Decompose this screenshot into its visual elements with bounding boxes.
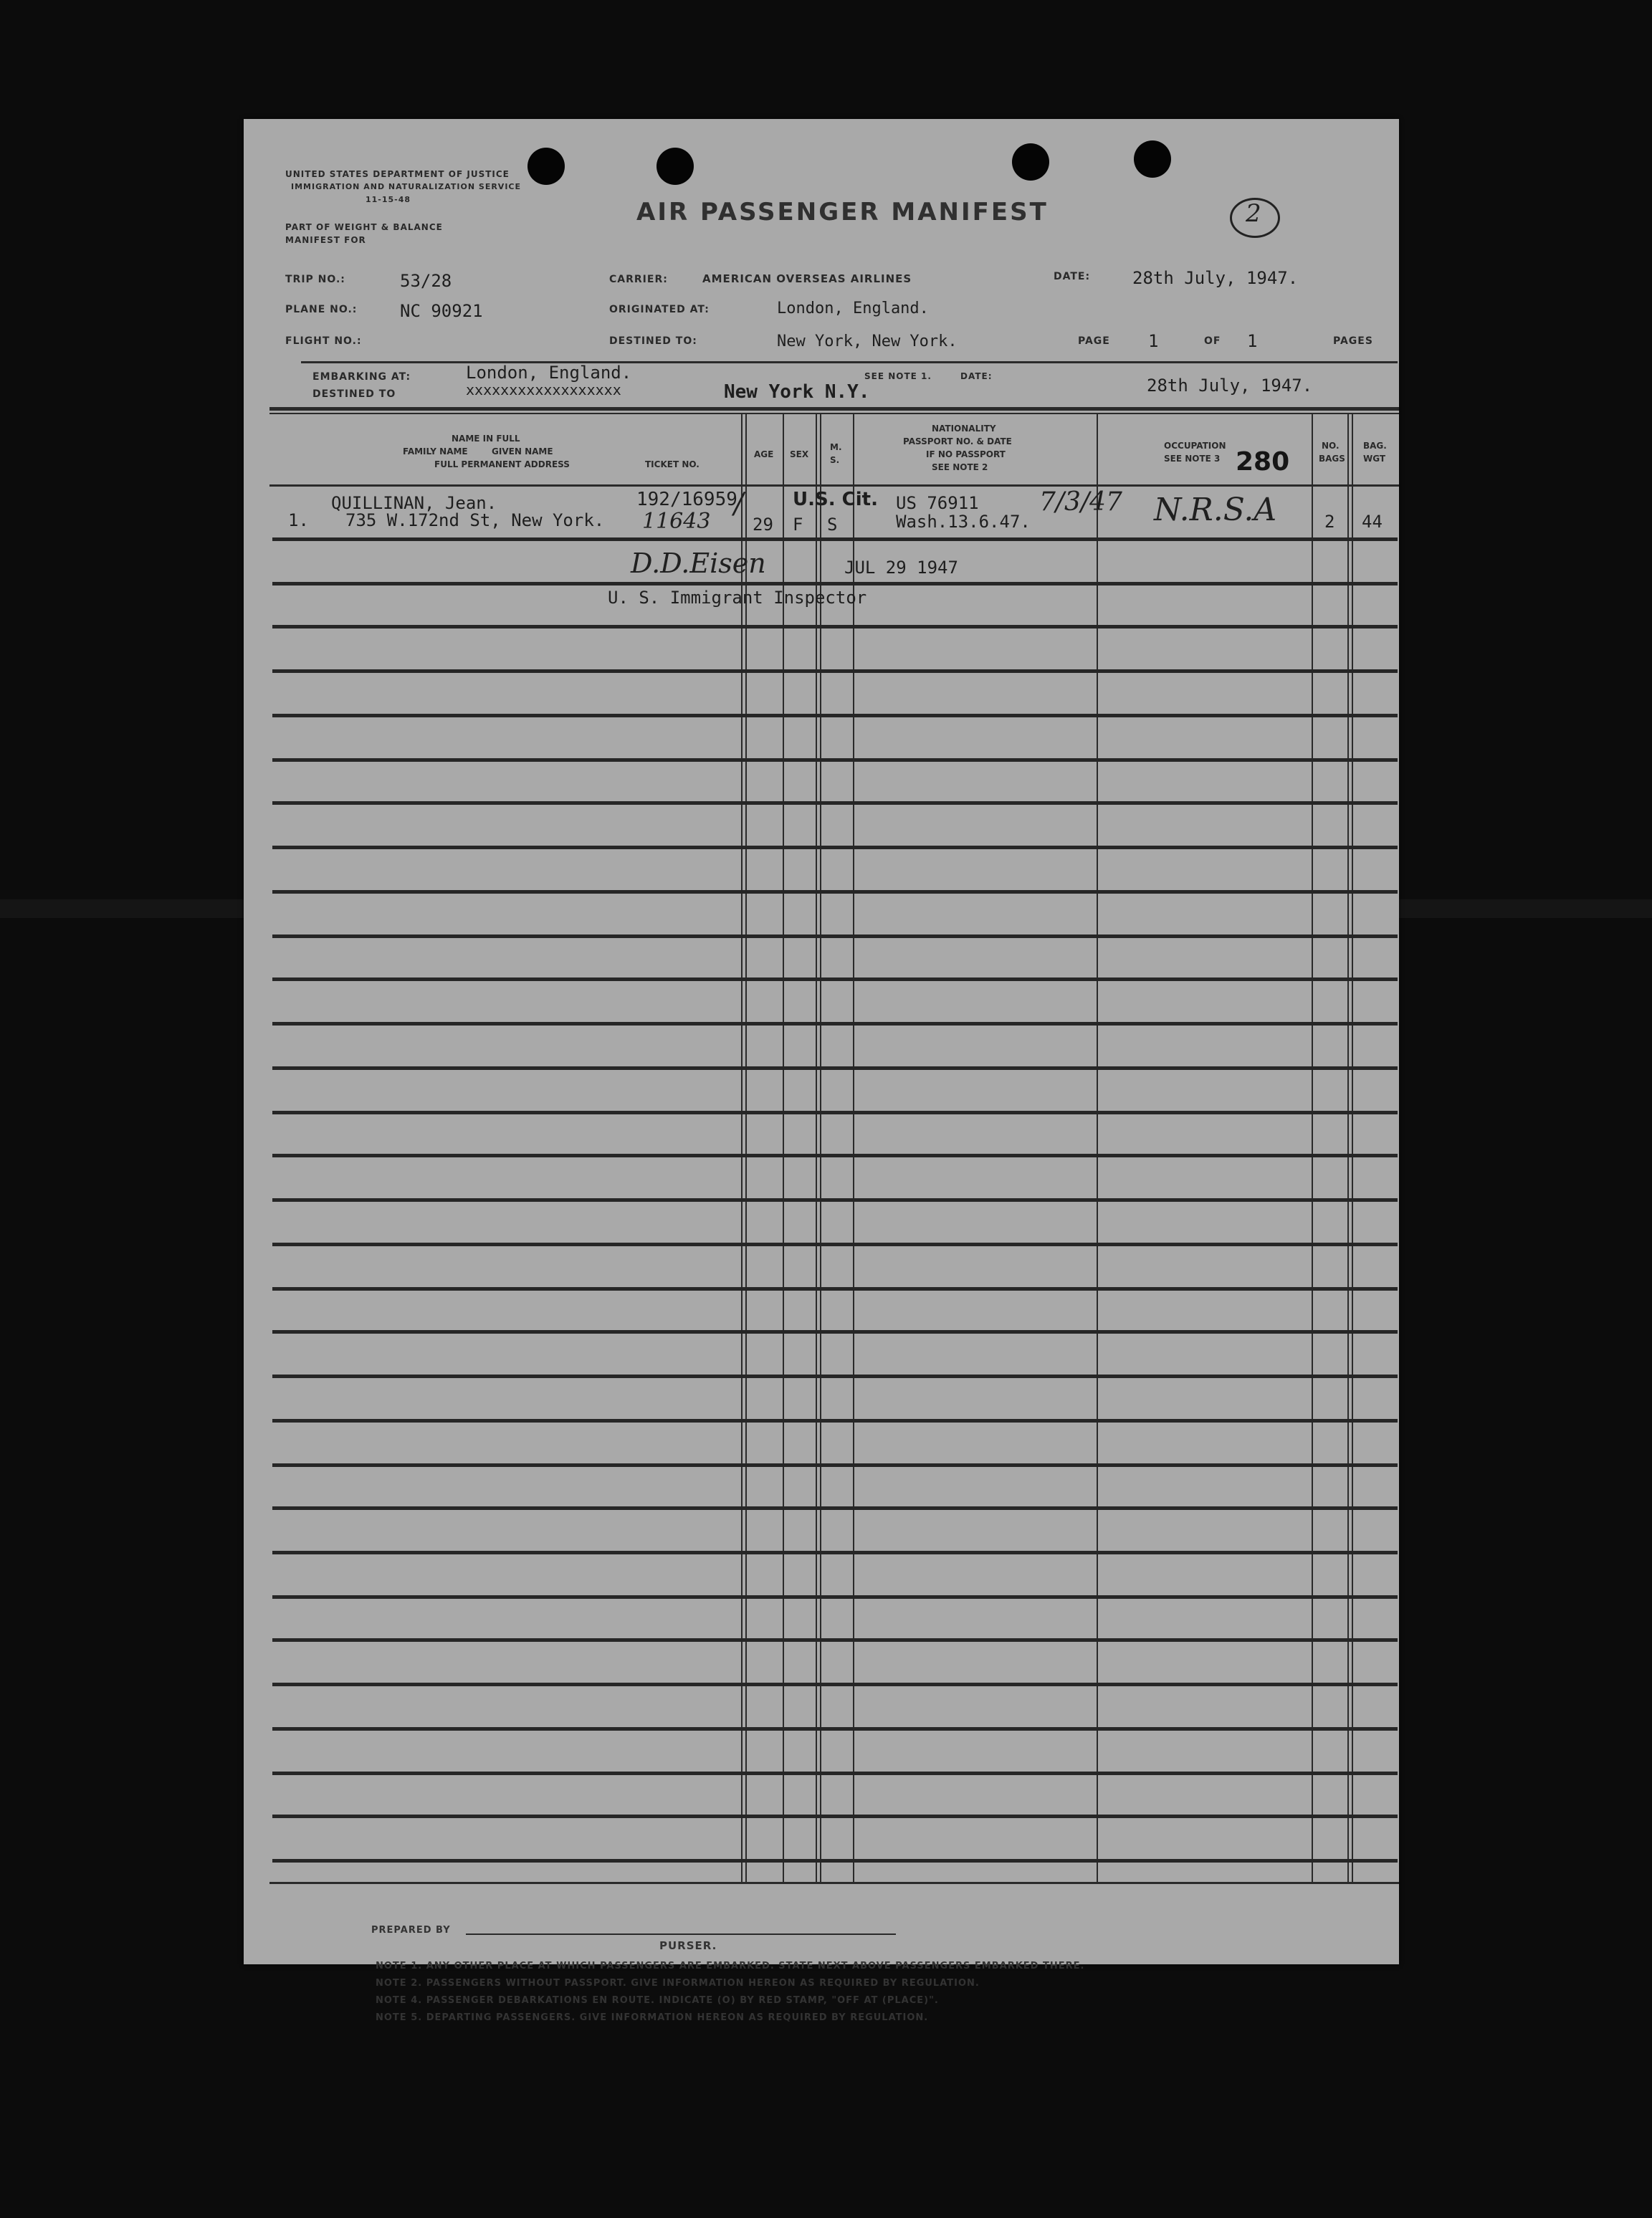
prepared-by-line [466,1933,896,1935]
passenger-citizenship: U.S. Cit. [793,489,878,510]
passenger-age: 29 [753,515,773,535]
row-rule [272,1506,1398,1510]
row-rule [272,934,1398,938]
col-bags-2: BAGS [1319,454,1345,464]
punch-hole [656,148,694,185]
row-rule [272,1154,1398,1157]
inspection-stamp-date: JUL 29 1947 [844,558,958,578]
row-rule [272,801,1398,805]
date-value: 28th July, 1947. [1132,268,1299,288]
originated-label: ORIGINATED AT: [609,304,710,315]
col-nationality-1: NATIONALITY [932,424,996,434]
col-name-line1: NAME IN FULL [452,434,520,444]
col-divider [820,413,821,1883]
row-rule [272,1375,1398,1378]
row-rule [272,1463,1398,1467]
punch-hole [1134,140,1171,178]
passenger-name: QUILLINAN, Jean. [331,493,497,513]
row-rule [272,1243,1398,1246]
row-rule [272,977,1398,981]
of-label: OF [1204,335,1221,347]
carrier-value: AMERICAN OVERSEAS AIRLINES [702,272,912,285]
page-title: AIR PASSENGER MANIFEST [636,198,1049,226]
col-ticket: TICKET NO. [645,459,700,469]
passenger-weight: 44 [1362,512,1383,532]
row-rule [272,890,1398,894]
table-top-rule-2 [269,413,1399,414]
destined-label: DESTINED TO: [609,335,697,347]
passenger-address: 735 W.172nd St, New York. [345,510,605,530]
note-5: NOTE 5. DEPARTING PASSENGERS. GIVE INFORMATION HEREON AS REQUIRED BY REGULATION. [376,2012,929,2023]
occupation-stamp: 280 [1236,447,1290,477]
row-rule [272,1198,1398,1202]
col-weight-2: WGT [1363,454,1386,464]
page-value: 1 [1148,331,1159,351]
punch-hole [1012,143,1049,181]
weight-balance-line-1: PART OF WEIGHT & BALANCE [285,222,443,232]
col-nationality-3: IF NO PASSPORT [926,449,1006,459]
note-4: NOTE 4. PASSENGER DEBARKATIONS EN ROUTE. INDICATE (O) BY RED STAMP, "OFF AT (PLACE)". [376,1995,939,2006]
passenger-passport: US 76911 [896,493,979,513]
row-rule [272,1330,1398,1334]
col-divider [853,413,854,1883]
header-bottom-rule [269,484,1399,487]
ticket-slash-mark: / [734,487,744,520]
purser-label: PURSER. [659,1939,717,1952]
originated-value: London, England. [777,300,929,317]
col-divider [1097,413,1098,1883]
manifest-sheet [244,119,1399,2023]
inspector-signature: D.D.Eisen [631,548,766,579]
row-rule [272,1419,1398,1423]
inspector-title: U. S. Immigrant Inspector [608,588,867,608]
row-rule [272,669,1398,673]
of-value: 1 [1247,331,1258,351]
col-nationality-4: SEE NOTE 2 [932,462,988,472]
row-rule [272,625,1398,628]
col-nationality-2: PASSPORT NO. & DATE [903,436,1012,446]
col-occupation-1: OCCUPATION [1164,441,1226,451]
col-weight-1: BAG. [1363,441,1387,451]
col-marital-2: S. [830,455,840,465]
passenger-number: 1. [288,510,309,530]
page-label: PAGE [1078,335,1110,347]
col-marital-1: M. [830,442,842,452]
embarking-value: London, England. [466,363,632,383]
col-divider [1312,413,1313,1883]
trip-label: TRIP NO.: [285,274,345,285]
passenger-bags: 2 [1324,512,1335,532]
row-rule [272,582,1398,585]
note-2: NOTE 2. PASSENGERS WITHOUT PASSPORT. GIVE INFORMATION HEREON AS REQUIRED BY REGULATION. [376,1978,980,1989]
row-rule [272,1815,1398,1818]
passenger-occupation: N.R.S.A [1154,492,1277,528]
destined2-struck: xxxxxxxxxxxxxxxxxx [466,381,621,398]
col-name-line2: FAMILY NAME GIVEN NAME [403,446,553,456]
passenger-marital: S [827,515,838,535]
col-divider [1347,413,1349,1883]
col-name-line3: FULL PERMANENT ADDRESS [434,459,570,469]
agency-line-2: IMMIGRATION AND NATURALIZATION SERVICE [291,182,522,191]
passenger-ticket-handwritten: 11643 [642,509,711,534]
agency-line-1: UNITED STATES DEPARTMENT OF JUSTICE [285,169,510,179]
page-number-mark: 2 [1246,199,1261,228]
col-occupation-2: SEE NOTE 3 [1164,454,1221,464]
col-divider [783,413,784,1883]
destined2-value: New York N.Y. [724,381,870,403]
col-age: AGE [754,449,774,459]
note1-label: SEE NOTE 1. [864,371,932,381]
passenger-hand-date: 7/3/47 [1039,487,1122,517]
flight-label: FLIGHT NO.: [285,335,362,347]
carrier-label: CARRIER: [609,274,668,285]
plane-label: PLANE NO.: [285,304,358,315]
row-rule [272,1111,1398,1114]
col-divider [816,413,817,1883]
row-rule [272,1022,1398,1026]
weight-balance-line-2: MANIFEST FOR [285,235,366,245]
row-rule [272,1859,1398,1863]
row-rule [272,1727,1398,1731]
col-sex: SEX [790,449,809,459]
punch-hole [527,148,565,185]
col-divider [1352,413,1353,1883]
agency-line-3: 11-15-48 [366,195,411,204]
trip-value: 53/28 [400,271,452,291]
col-divider [741,413,743,1883]
row-rule [272,1638,1398,1642]
col-divider [745,413,747,1883]
pages-label: PAGES [1333,335,1373,347]
row-rule [272,1287,1398,1291]
table-top-rule [269,407,1399,411]
note-1: NOTE 1. ANY OTHER PLACE AT WHICH PASSENGERS ARE EMBARKED. STATE NEXT ABOVE PASSENGERS EMBARKED THERE. [376,1961,1085,1971]
row-rule [272,846,1398,849]
passenger-ticket: 192/16959 [636,489,737,510]
destined-value: New York, New York. [777,333,958,350]
prepared-by-label: PREPARED BY [371,1925,451,1936]
row-rule [272,1772,1398,1775]
date-label: DATE: [1054,271,1091,282]
destined2-label: DESTINED TO [312,388,396,400]
col-bags-1: NO. [1322,441,1340,451]
row-rule [272,537,1398,541]
row-rule [272,1595,1398,1599]
row-rule [272,1066,1398,1070]
passenger-passport-date: Wash.13.6.47. [896,512,1031,532]
embarking-label: EMBARKING AT: [312,371,411,383]
passenger-sex: F [793,515,803,535]
row-rule [272,714,1398,717]
row-rule [272,1551,1398,1554]
plane-value: NC 90921 [400,301,483,321]
row-rule [272,758,1398,762]
row-rule [272,1683,1398,1686]
table-bottom-rule [269,1882,1399,1884]
date2-label: DATE: [960,371,993,381]
date2-value: 28th July, 1947. [1147,376,1313,396]
